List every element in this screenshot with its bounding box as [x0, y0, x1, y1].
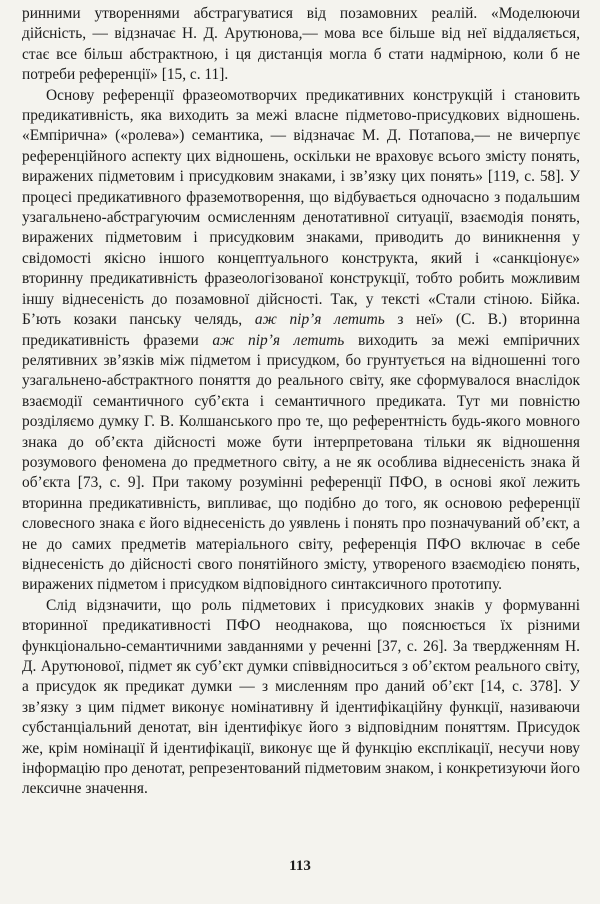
document-body [22, 4, 580, 800]
page-number: 113 [289, 858, 311, 874]
italic-phrase: аж пір’я летить [212, 331, 345, 349]
paragraph-text: Основу референції фразеомотворчих предикативних конструкцій і становить предикативність, яка виходить за межі власне підметово-присудкових відношень. «Емпірична» («ролева») семантика, — відзначає М. Д. Потапова,— не вичерпує референційного аспекту цих відношень, оскільки не враховує всього змісту понять, виражених підметовим і присудковим знаками, і зв’язку цих понять» [119, с. 58]. У процесі предикативного фраземотворення, що відбувається одночасно з подальшим узагальнено-абстрагуючим осмисленням денотативної ситуації, взаємодія понять, виражених підметовим і присудковим знаками, приводить до виникнення у свідомості якісно іншого концептуального конструкта, який і «санкціонує» вторинну предикативність фразеологізованої конструкції, тобто робить можливим іншу віднесеність до позамовної дійсності. Так, у тексті «Стали стіною. Бійка. Б’ють козаки панську челядь, [22, 86, 580, 329]
paragraph-continuation [22, 4, 580, 86]
paragraph-text: ринними утвореннями абстрагуватися від позамовних реалій. «Моделюючи дійсність, — відзначає Н. Д. Арутюнова,— мова все більше від неї віддаляється, стає все більш абстрактною, і ця дистанція могла б стати надмірною, коли б не потреби референції» [15, с. 11]. [22, 5, 580, 84]
paragraph-text: з неї» (С. В.) вторинна предикативність фраземи [22, 311, 580, 349]
paragraph-text: виходить за межі емпіричних релятивних зв’язків між підметом і присудком, бо грунтується на відношенні того узагальнено-абстрактного поняття до реального світу, яке сформувалося внаслідок взаємодії семантичного суб’єкта і семантичного предиката. Тут ми повністю розділяємо думку Г. В. Колшанського про те, що референтність будь-якого мовного знака до об’єкта дійсності може бути інтерпретована тільки як відношення розумового феномена до предметного світу, а не як особлива віднесеність знака й об’єкта [73, с. 9]. При такому розумінні референції ПФО, в основі якої лежить вторинна предикативність, випливає, що подібно до того, як основою референції словесного знака є його віднесеність до уявлень і понять про позначуваний об’єкт, а не до самих предметів матеріального світу, референція ПФО включає в себе віднесеність до дійсності свого понятійного змісту, утвореного взаємодією понять, виражених підметом і присудком відповідного синтаксичного прототипу. [22, 331, 580, 594]
paragraph-text: Слід відзначити, що роль підметових і присудкових знаків у формуванні вторинної предикативності ПФО неоднакова, що пояснюється їх різними функціонально-семантичними завданнями у реченні [37, с. 26]. За твердженням Н. Д. Арутюнової, підмет як суб’єкт думки співвідноситься з об’єктом реального світу, а присудок як предикат думки — з мисленням про даний об’єкт [14, с. 378]. У зв’язку з цим підмет виконує номінативну й ідентифікаційну функції, називаючи субстанціальний денотат, він ідентифікує його з відповідним поняттям. Присудок же, крім номінації й ідентифікації, виконує ще й функцію експлікації, несучи нову інформацію про денотат, репрезентований підметовим знаком, і конкретизуючи його лексичне значення. [22, 596, 580, 798]
paragraph-reference-predication [22, 86, 580, 596]
italic-phrase: аж пір’я летить [254, 311, 385, 329]
paragraph-subject-predicate-roles [22, 596, 580, 800]
